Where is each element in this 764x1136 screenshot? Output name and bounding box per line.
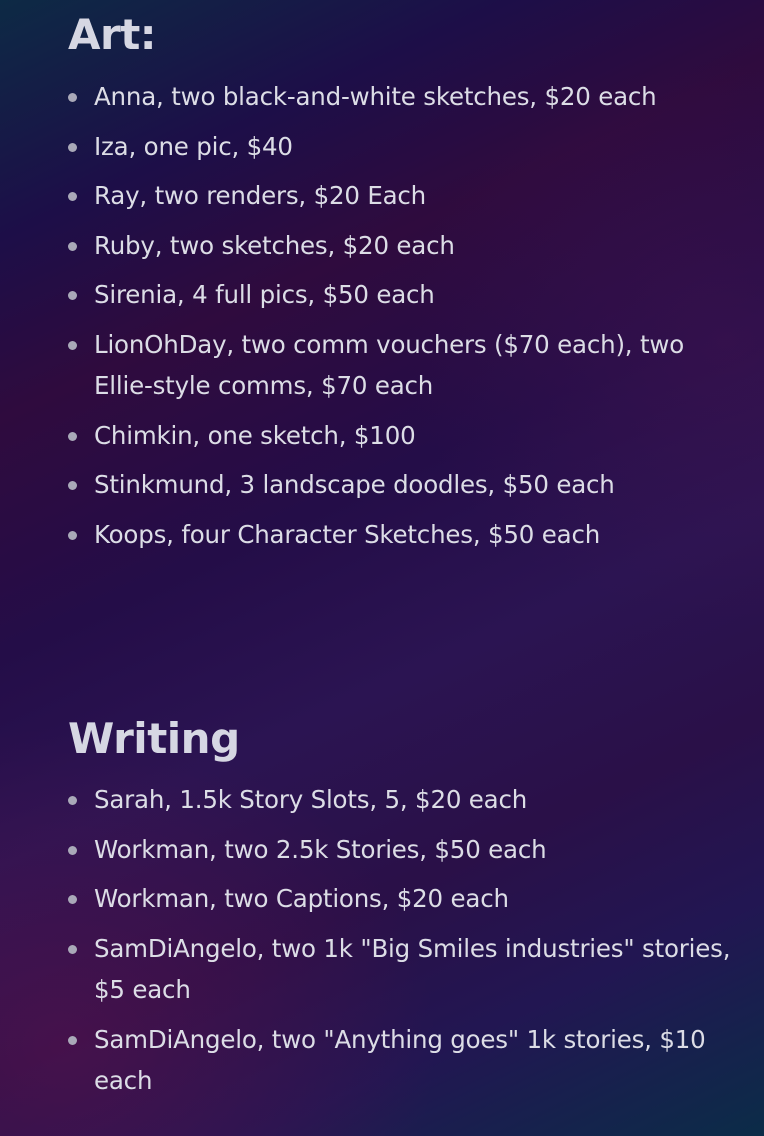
art-list [0, 76, 764, 563]
list-item [0, 464, 764, 506]
list-item-text: Sarah, 1.5k Story Slots, 5, $20 each [94, 785, 528, 814]
list-item-text: Workman, two 2.5k Stories, $50 each [94, 834, 547, 864]
bullet-icon [68, 796, 77, 805]
list-item-text: SamDiAngelo, two 1k "Big Smiles industries" stories, $5 each [94, 933, 731, 1004]
bullet-icon [68, 531, 77, 540]
list-item-text: Chimkin, one sketch, $100 [94, 420, 416, 450]
list-item [0, 878, 764, 920]
list-item [0, 175, 764, 217]
bullet-icon [68, 93, 77, 102]
bullet-icon [68, 846, 77, 855]
bullet-icon [68, 291, 77, 300]
list-item [0, 415, 764, 457]
list-item [0, 779, 764, 821]
list-item [0, 76, 764, 118]
bullet-icon [68, 432, 77, 441]
bullet-icon [68, 143, 77, 152]
list-item-text: LionOhDay, two comm vouchers ($70 each), two Ellie-style comms, $70 each [94, 329, 685, 400]
list-item [0, 514, 764, 556]
bullet-icon [68, 895, 77, 904]
bullet-icon [68, 481, 77, 490]
list-item [0, 274, 764, 316]
list-item [0, 829, 764, 871]
list-item [0, 126, 764, 168]
list-item [0, 928, 764, 1011]
bullet-icon [68, 242, 77, 251]
list-item-text: Workman, two Captions, $20 each [94, 884, 509, 913]
list-item-text: Sirenia, 4 full pics, $50 each [94, 280, 435, 309]
bullet-icon [68, 1036, 77, 1045]
list-item-text: Ray, two renders, $20 Each [94, 181, 427, 210]
art-section-title: Art: [68, 10, 157, 59]
list-item-text: Anna, two black-and-white sketches, $20 each [94, 82, 657, 111]
bullet-icon [68, 945, 77, 954]
bullet-icon [68, 341, 77, 350]
writing-list [0, 779, 764, 1110]
list-item-text: Stinkmund, 3 landscape doodles, $50 each [94, 470, 615, 499]
bullet-icon [68, 192, 77, 201]
list-item [0, 225, 764, 267]
list-item-text: Koops, four Character Sketches, $50 each [94, 519, 601, 549]
list-item [0, 1019, 764, 1102]
list-item-text: Iza, one pic, $40 [94, 131, 293, 161]
list-item-text: SamDiAngelo, two "Anything goes" 1k stories, $10 each [94, 1024, 706, 1095]
list-item [0, 324, 764, 407]
writing-section-title: Writing [68, 714, 240, 763]
list-item-text: Ruby, two sketches, $20 each [94, 230, 455, 260]
